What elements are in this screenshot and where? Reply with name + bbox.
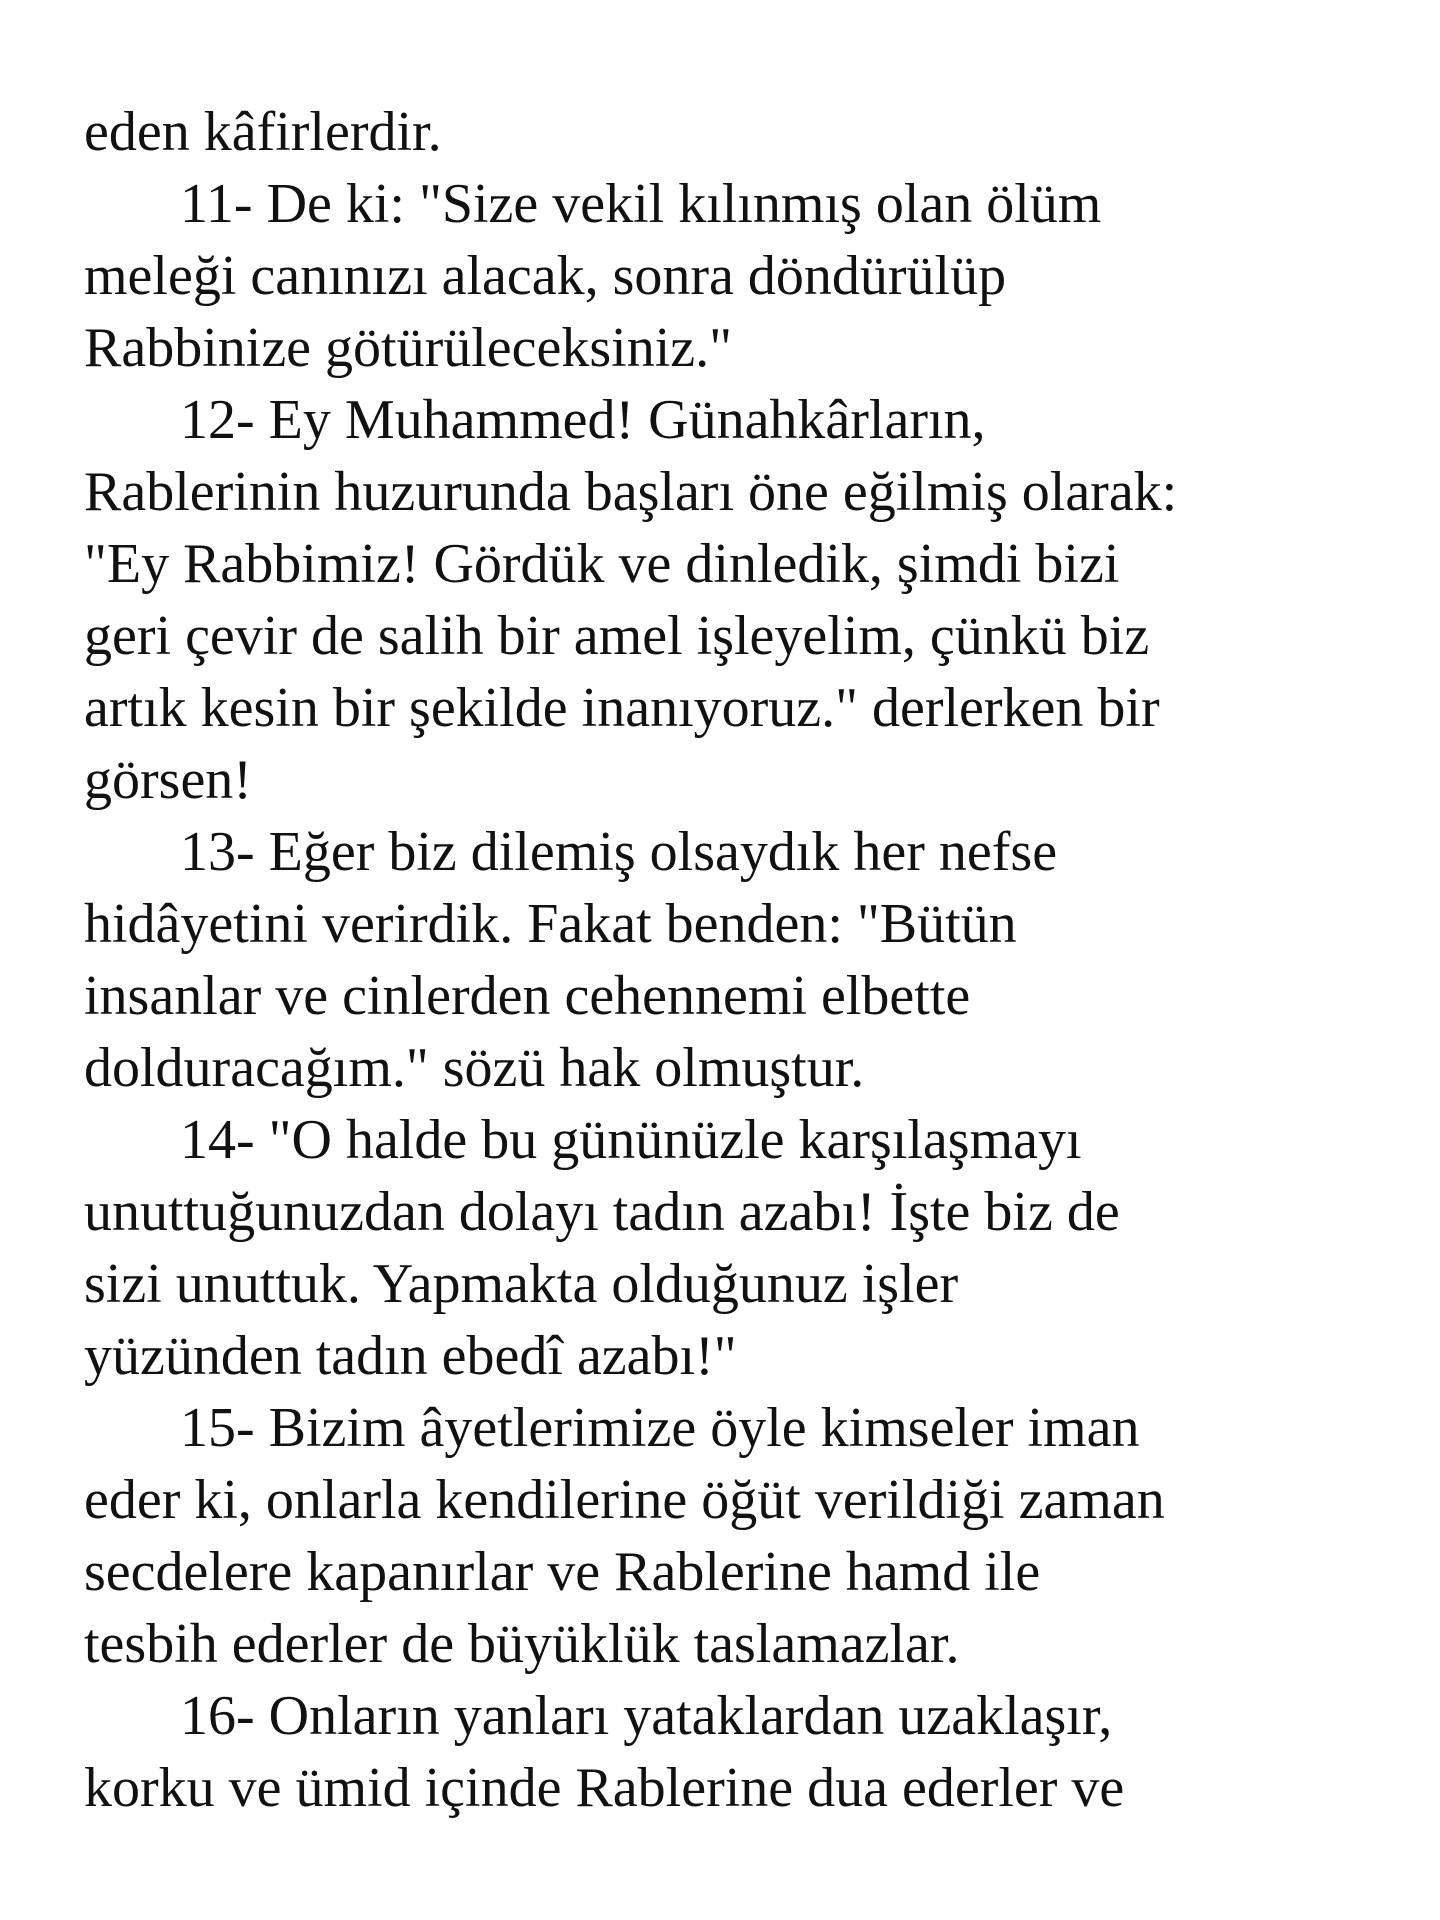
text-line: görsen!: [84, 749, 252, 811]
text-line: geri çevir de salih bir amel işleyelim, çünkü biz: [84, 605, 1150, 667]
verse-15-start: 15- Bizim âyetlerimize öyle kimseler iman: [180, 1397, 1140, 1459]
text-line: korku ve ümid içinde Rablerine dua ederler ve: [84, 1757, 1125, 1819]
text-line: "Ey Rabbimiz! Gördük ve dinledik, şimdi bizi: [84, 533, 1120, 595]
text-line: Rablerinin huzurunda başları öne eğilmiş olarak:: [84, 461, 1178, 523]
verse-16-start: 16- Onların yanları yataklardan uzaklaşır,: [180, 1685, 1113, 1747]
text-line: unuttuğunuzdan dolayı tadın azabı! İşte biz de: [84, 1181, 1120, 1243]
text-line: artık kesin bir şekilde inanıyoruz." derlerken bir: [84, 677, 1160, 739]
verse-11-start: 11- De ki: "Size vekil kılınmış olan ölüm: [180, 173, 1102, 235]
text-line: yüzünden tadın ebedî azabı!": [84, 1325, 737, 1387]
text-line: eder ki, onlarla kendilerine öğüt verildiği zaman: [84, 1469, 1165, 1531]
text-line: hidâyetini verirdik. Fakat benden: "Bütün: [84, 893, 1017, 955]
text-line: insanlar ve cinlerden cehennemi elbette: [84, 965, 971, 1027]
verse-14-start: 14- "O halde bu gününüzle karşılaşmayı: [180, 1109, 1082, 1171]
verse-12-start: 12- Ey Muhammed! Günahkârların,: [180, 389, 986, 451]
text-line: meleği canınızı alacak, sonra döndürülüp: [84, 245, 1007, 307]
text-line: tesbih ederler de büyüklük taslamazlar.: [84, 1613, 960, 1675]
text-line: eden kâfirlerdir.: [84, 101, 442, 163]
text-line: sizi unuttuk. Yapmakta olduğunuz işler: [84, 1253, 959, 1315]
text-line: Rabbinize götürüleceksiniz.": [84, 317, 732, 379]
text-line: secdelere kapanırlar ve Rablerine hamd ile: [84, 1541, 1041, 1603]
text-line: dolduracağım." sözü hak olmuştur.: [84, 1037, 865, 1099]
verse-13-start: 13- Eğer biz dilemiş olsaydık her nefse: [180, 821, 1058, 883]
document-page: [84, 96, 1384, 1824]
